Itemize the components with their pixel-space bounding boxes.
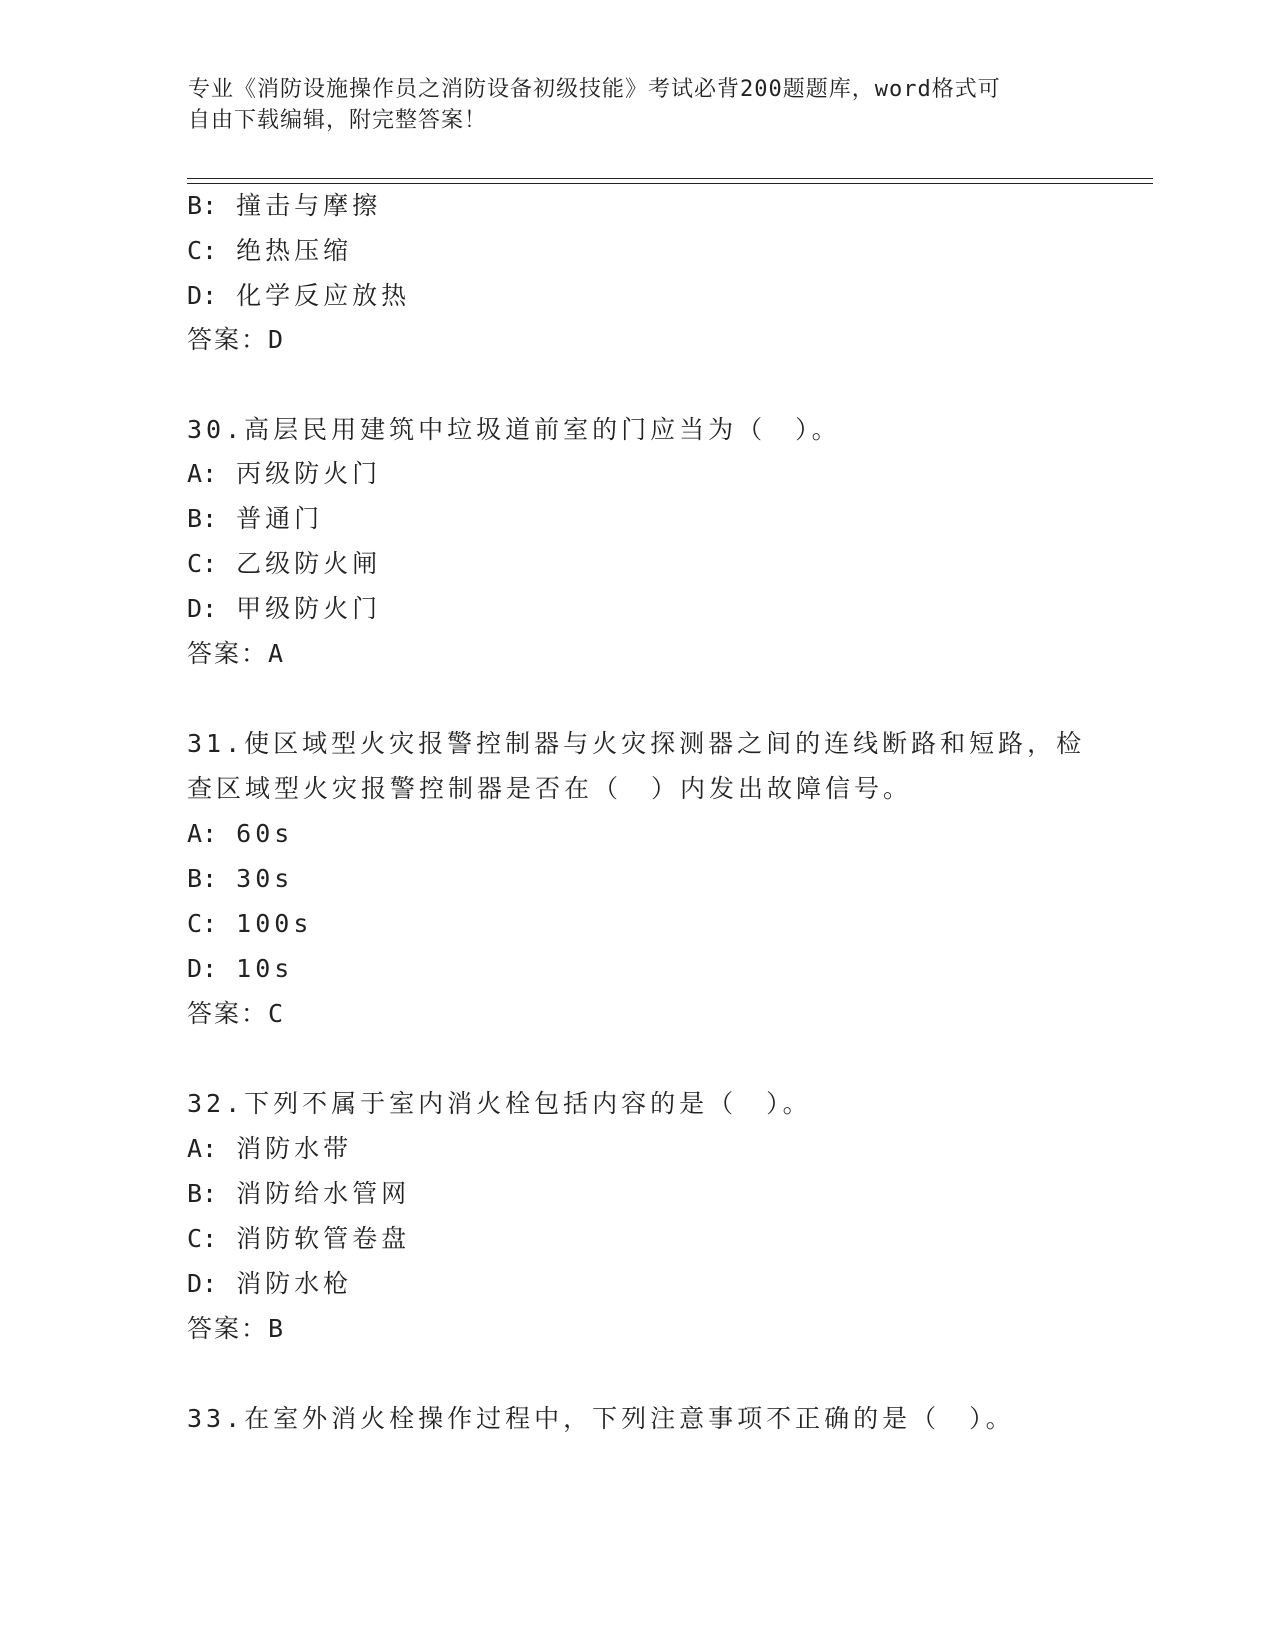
option-row — [187, 818, 293, 850]
answer-label: 答案： — [187, 639, 269, 668]
answer-label: 答案： — [187, 999, 269, 1028]
option-text: 普通门 — [236, 504, 324, 533]
option-text: 30s — [236, 864, 294, 893]
option-text: 消防给水管网 — [236, 1179, 411, 1208]
option-letter: C: — [187, 549, 218, 578]
answer-row — [187, 1313, 283, 1345]
header-line-2: 自由下载编辑，附完整答案！ — [188, 108, 488, 133]
option-letter: D: — [187, 281, 218, 310]
answer-value: B — [268, 1314, 284, 1343]
option-letter: B: — [187, 191, 218, 220]
header-divider-bottom — [187, 183, 1153, 184]
option-row — [187, 235, 352, 267]
question-stem: 31.使区域型火灾报警控制器与火灾探测器之间的连线断路和短路，检 — [187, 729, 1086, 758]
question-stem: 30.高层民用建筑中垃圾道前室的门应当为（ ）。 — [187, 415, 841, 444]
header-divider-top — [187, 178, 1153, 179]
option-letter: A: — [187, 819, 218, 848]
answer-row — [187, 638, 283, 670]
answer-label: 答案： — [187, 1314, 269, 1343]
question-stem-continued: 查区域型火灾报警控制器是否在（ ）内发出故障信号。 — [187, 774, 913, 803]
answer-row — [187, 998, 283, 1030]
option-letter: B: — [187, 1179, 218, 1208]
option-text: 甲级防火门 — [236, 594, 382, 623]
option-letter: A: — [187, 1134, 218, 1163]
option-text: 乙级防火闸 — [236, 549, 382, 578]
answer-value: A — [268, 639, 284, 668]
option-row — [187, 503, 323, 535]
option-letter: D: — [187, 1269, 218, 1298]
answer-row — [187, 324, 283, 356]
option-row — [187, 863, 293, 895]
option-row — [187, 548, 381, 580]
option-row — [187, 190, 381, 222]
option-text: 60s — [236, 819, 294, 848]
option-row — [187, 1133, 352, 1165]
option-letter: C: — [187, 236, 218, 265]
document-header — [188, 74, 1068, 136]
option-letter: A: — [187, 459, 218, 488]
option-letter: B: — [187, 504, 218, 533]
option-text: 丙级防火门 — [236, 459, 382, 488]
option-letter: C: — [187, 1224, 218, 1253]
option-row — [187, 1268, 352, 1300]
option-text: 10s — [236, 954, 294, 983]
option-text: 绝热压缩 — [236, 236, 353, 265]
option-letter: D: — [187, 954, 218, 983]
answer-value: C — [268, 999, 284, 1028]
option-text: 消防水带 — [236, 1134, 353, 1163]
option-row — [187, 280, 410, 312]
option-text: 消防软管卷盘 — [236, 1224, 411, 1253]
question-stem: 32.下列不属于室内消火栓包括内容的是（ ）。 — [187, 1089, 812, 1118]
header-line-1: 专业《消防设施操作员之消防设备初级技能》考试必背200题题库，word格式可 — [188, 77, 1001, 102]
option-text: 撞击与摩擦 — [236, 191, 382, 220]
answer-label: 答案： — [187, 325, 269, 354]
option-row — [187, 1223, 410, 1255]
option-text: 消防水枪 — [236, 1269, 353, 1298]
option-text: 100s — [236, 909, 313, 938]
option-letter: C: — [187, 909, 218, 938]
question-stem: 33.在室外消火栓操作过程中，下列注意事项不正确的是（ ）。 — [187, 1404, 1015, 1433]
option-row — [187, 593, 381, 625]
option-letter: B: — [187, 864, 218, 893]
option-row — [187, 1178, 410, 1210]
option-letter: D: — [187, 594, 218, 623]
option-row — [187, 953, 293, 985]
option-row — [187, 908, 312, 940]
option-row — [187, 458, 381, 490]
answer-value: D — [268, 325, 284, 354]
option-text: 化学反应放热 — [236, 281, 411, 310]
